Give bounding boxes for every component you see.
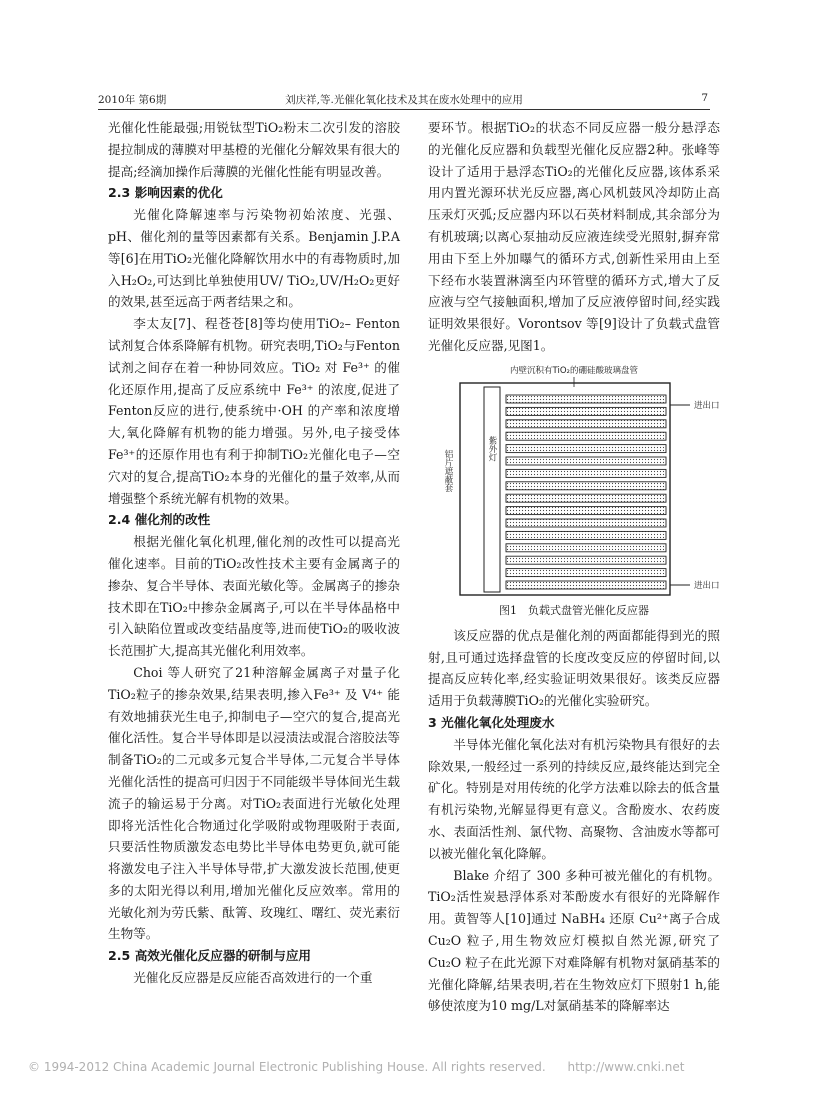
paragraph: 光催化性能最强;用锐钛型TiO₂粉末二次引发的溶胶提拉制成的薄膜对甲基橙的光催化分解效果有很大的提高;经滴加操作后薄膜的光催化性能有明显改善。 [108, 120, 400, 179]
coil-tube [506, 469, 666, 477]
coil-tube [506, 506, 666, 514]
left-column [108, 117, 400, 989]
coil-tube [506, 457, 666, 465]
header-rule [98, 109, 710, 110]
reactor-diagram [428, 359, 720, 601]
coil-tube [506, 519, 666, 527]
outlet-top-label: 进出口 [694, 400, 720, 411]
paragraph: Blake 介绍了 300 多种可被光催化的有机物。TiO₂活性炭悬浮体系对苯酚废水有很好的光降解作用。黄智等人[10]通过 NaBH₄ 还原 Cu²⁺离子合成Cu₂O 粒子,用生物效应灯模拟自然光源,研究了Cu₂O 粒子在此光源下对难降解有机物对氯硝基苯的光催化降解,结果表明,若在生物效应灯下照射1 h,能够使浓度为10 mg/L对氯硝基苯的降解率达 [428, 867, 720, 1014]
coil-tube [506, 482, 666, 490]
cnki-url: http://www.cnki.net [567, 1060, 685, 1074]
coil-tube [506, 420, 666, 428]
coil-tube [506, 494, 666, 502]
coil-tube [506, 568, 666, 576]
copyright-text: © 1994-2012 China Academic Journal Electronic Publishing House. All rights reserved. [28, 1060, 546, 1074]
paragraph: Choi 等人研究了21种溶解金属离子对量子化TiO₂粒子的掺杂效果,结果表明,掺入Fe³⁺ 及 V⁴⁺ 能有效地捕获光生电子,抑制电子—空穴的复合,提高光催化活性。复合半导体即是以浸渍法或混合溶胶法等制备TiO₂的二元或多元复合半导体,二元复合半导体光催化活性的提高可归因于不同能级半导体间光生载流子的输运易于分离。对TiO₂表面进行光敏化处理即将光活性化合物通过化学吸附或物理吸附于表面,只要活性物质激发态电势比半导体电势更负,就可能将激发电子注入半导体导带,扩大激发波长范围,使更多的太阳光得以利用,增加光催化反应效率。常用的光敏化剂为劳氏紫、酞箐、玫瑰红、曙红、荧光素衍生物等。 [108, 664, 400, 942]
paragraph: 该反应器的优点是催化剂的两面都能得到光的照射,且可通过选择盘管的长度改变反应的停留时间,以提高反应转化率,经实验证明效果很好。该类反应器适用于负载薄膜TiO₂的光催化实验研究。 [428, 627, 720, 709]
coil-tube [506, 395, 666, 403]
section-heading-2-5: 2.5 高效光催化反应器的研制与应用 [108, 948, 312, 964]
lamp-label: 紫外灯 [487, 436, 497, 462]
section-heading-2-3: 2.3 影响因素的优化 [108, 185, 223, 201]
coil-label: 内壁沉积有TiO₂的硼硅酸玻璃盘管 [510, 365, 638, 376]
right-column [428, 117, 720, 1017]
coil-tube [506, 407, 666, 415]
running-header [98, 92, 710, 110]
paragraph: 根据光催化氧化机理,催化剂的改性可以提高光催化速率。目前的TiO₂改性技术主要有金属离子的掺杂、复合半导体、表面光敏化等。金属离子的掺杂技术即在TiO₂中掺杂金属离子,可以在半导体晶格中引入缺陷位置或改变结晶度等,进而使TiO₂的吸收波长范围扩大,提高其光催化利用效率。 [108, 534, 400, 659]
copyright-footer [28, 1060, 684, 1074]
paragraph: 李太友[7]、程苍苍[8]等均使用TiO₂– Fenton试剂复合体系降解有机物。研究表明,TiO₂与Fenton试剂之间存在着一种协同效应。TiO₂ 对 Fe³⁺ 的催化还原作用,提高了反应系统中 Fe³⁺ 的浓度,促进了Fenton反应的进行,使系统中·OH 的产率和浓度增大,氧化降解有机物的能力增强。另外,电子接受体Fe³⁺的还原作用也有利于抑制TiO₂光催化电子—空穴对的复合,提高TiO₂本身的光催化的量子效率,从而增强整个系统光解有机物的效果。 [108, 316, 400, 506]
figure-reactor [428, 359, 720, 601]
page-number: 7 [701, 92, 708, 104]
coil-tube [506, 432, 666, 440]
coil-tube [506, 531, 666, 539]
outlet-bottom-label: 进出口 [694, 580, 720, 591]
coil-tube [506, 581, 666, 589]
coil-tubes [506, 395, 666, 589]
paragraph: 半导体光催化氧化法对有机污染物具有很好的去除效果,一般经过一系列的持续反应,最终能达到完全矿化。特别是对用传统的化学方法难以除去的低含量有机污染物,光解显得更有意义。含酚废水、农药废水、表面活性剂、氯代物、高聚物、含油废水等都可以被光催化氧化降解。 [428, 736, 720, 861]
uv-lamp [484, 387, 500, 592]
journal-issue: 2010年 第6期 [98, 94, 167, 106]
section-heading-2-4: 2.4 催化剂的改性 [108, 512, 211, 528]
paragraph: 光催化降解速率与污染物初始浓度、光强、pH、催化剂的量等因素都有关系。Benjamin J.P.A等[6]在用TiO₂光催化降解饮用水中的有毒物质时,加入H₂O₂,可达到比单独使用UV/ TiO₂,UV/H₂O₂更好的效果,甚至远高于两者结果之和。 [108, 207, 400, 310]
shield-label: 铝片遮蔽套 [443, 449, 453, 493]
coil-tube [506, 556, 666, 564]
article-running-title: 刘庆祥,等.光催化氧化技术及其在废水处理中的应用 [285, 94, 523, 106]
paragraph: 光催化反应器是反应能否高效进行的一个重 [133, 970, 373, 986]
paragraph: 要环节。根据TiO₂的状态不同反应器一般分悬浮态的光催化反应器和负载型光催化反应器2种。张峰等设计了适用于悬浮态TiO₂的光催化反应器,该体系采用内置光源环状光反应器,离心风机鼓风冷却防止高压汞灯灭弧;反应器内环以石英材料制成,其余部分为有机玻璃;以离心泵抽动反应液连续受光照射,摒弃常用由下至上外加曝气的循环方式,创新性采用由上至下经布水装置淋漓至内环管壁的循环方式,增大了反应液与空气接触面积,增加了反应液停留时间,经实践证明效果很好。Vorontsov 等[9]设计了负载式盘管光催化反应器,见图1。 [428, 120, 720, 353]
coil-tube [506, 544, 666, 552]
coil-tube [506, 444, 666, 452]
figure-caption: 图1 负载式盘管光催化反应器 [499, 603, 649, 617]
section-heading-3: 3 光催化氧化处理废水 [428, 714, 555, 730]
